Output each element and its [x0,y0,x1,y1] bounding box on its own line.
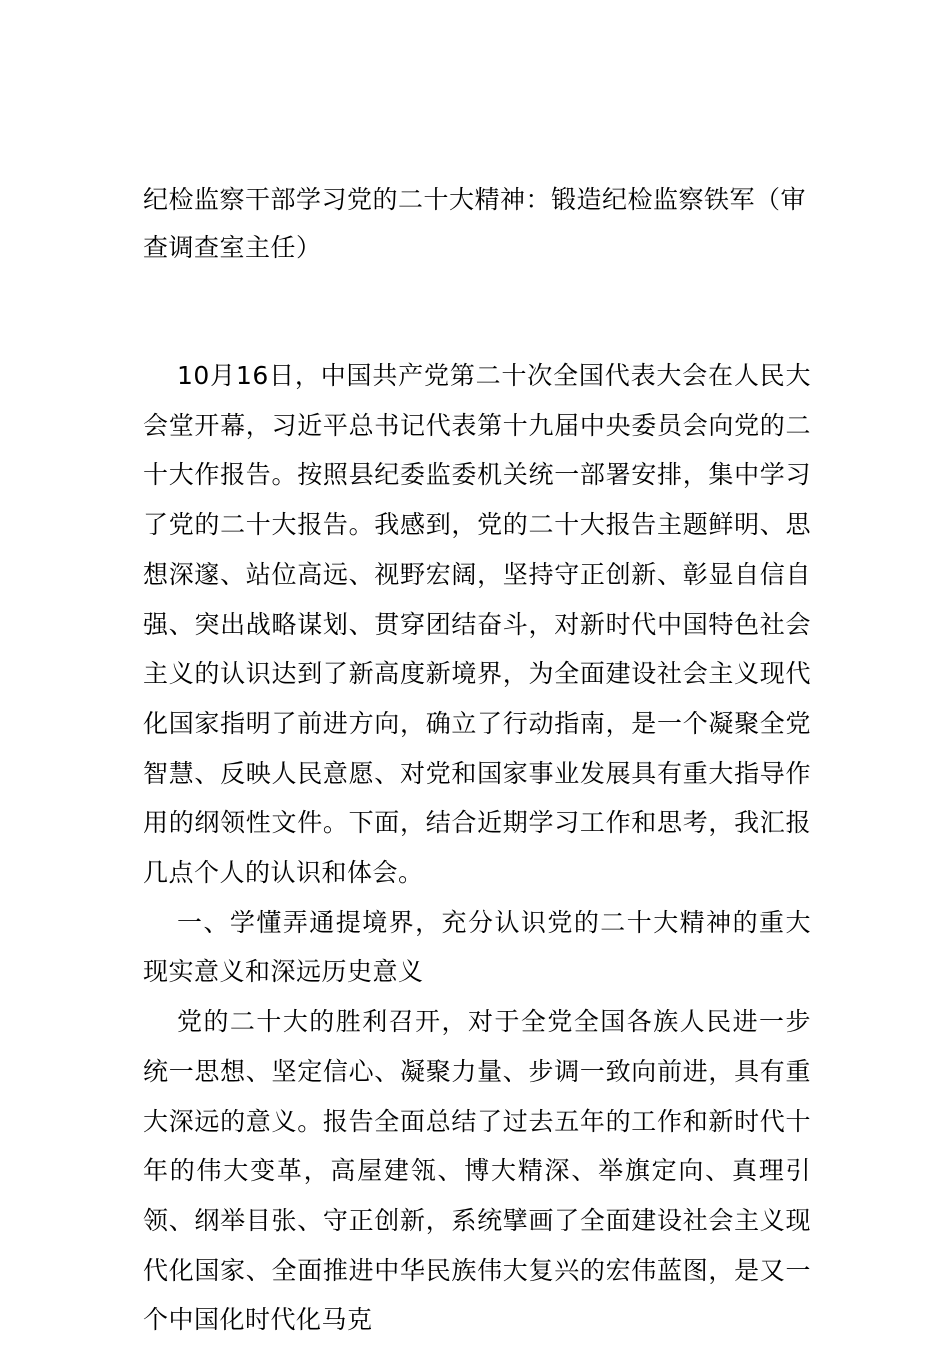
paragraph-intro: 10月16日，中国共产党第二十次全国代表大会在人民大会堂开幕，习近平总书记代表第十九届中央委员会向党的二十大作报告。按照县纪委监委机关统一部署安排，集中学习了党的二十大报告。我感到，党的二十大报告主题鲜明、思想深邃、站位高远、视野宏阔，坚持守正创新、彰显自信自强、突出战略谋划、贯穿团结奋斗，对新时代中国特色社会主义的认识达到了新高度新境界，为全面建设社会主义现代化国家指明了前进方向，确立了行动指南，是一个凝聚全党智慧、反映人民意愿、对党和国家事业发展具有重大指导作用的纲领性文件。下面，结合近期学习工作和思考，我汇报几点个人的认识和体会。 [143,361,811,888]
paragraph-section-1: 党的二十大的胜利召开，对于全党全国各族人民进一步统一思想、坚定信心、凝聚力量、步调一致向前进，具有重大深远的意义。报告全面总结了过去五年的工作和新时代十年的伟大变革，高屋建瓴、博大精深、举旗定向、真理引领、纲举目张、守正创新，系统擘画了全面建设社会主义现代化国家、全面推进中华民族伟大复兴的宏伟蓝图，是又一个中国化时代化马克 [143,1007,811,1335]
document-body [143,176,811,1345]
document-title: 纪检监察干部学习党的二十大精神：锻造纪检监察铁军（审查调查室主任） [143,185,807,262]
section-heading-1: 一、学懂弄通提境界，充分认识党的二十大精神的重大现实意义和深远历史意义 [143,907,811,987]
title-spacer [143,272,811,351]
